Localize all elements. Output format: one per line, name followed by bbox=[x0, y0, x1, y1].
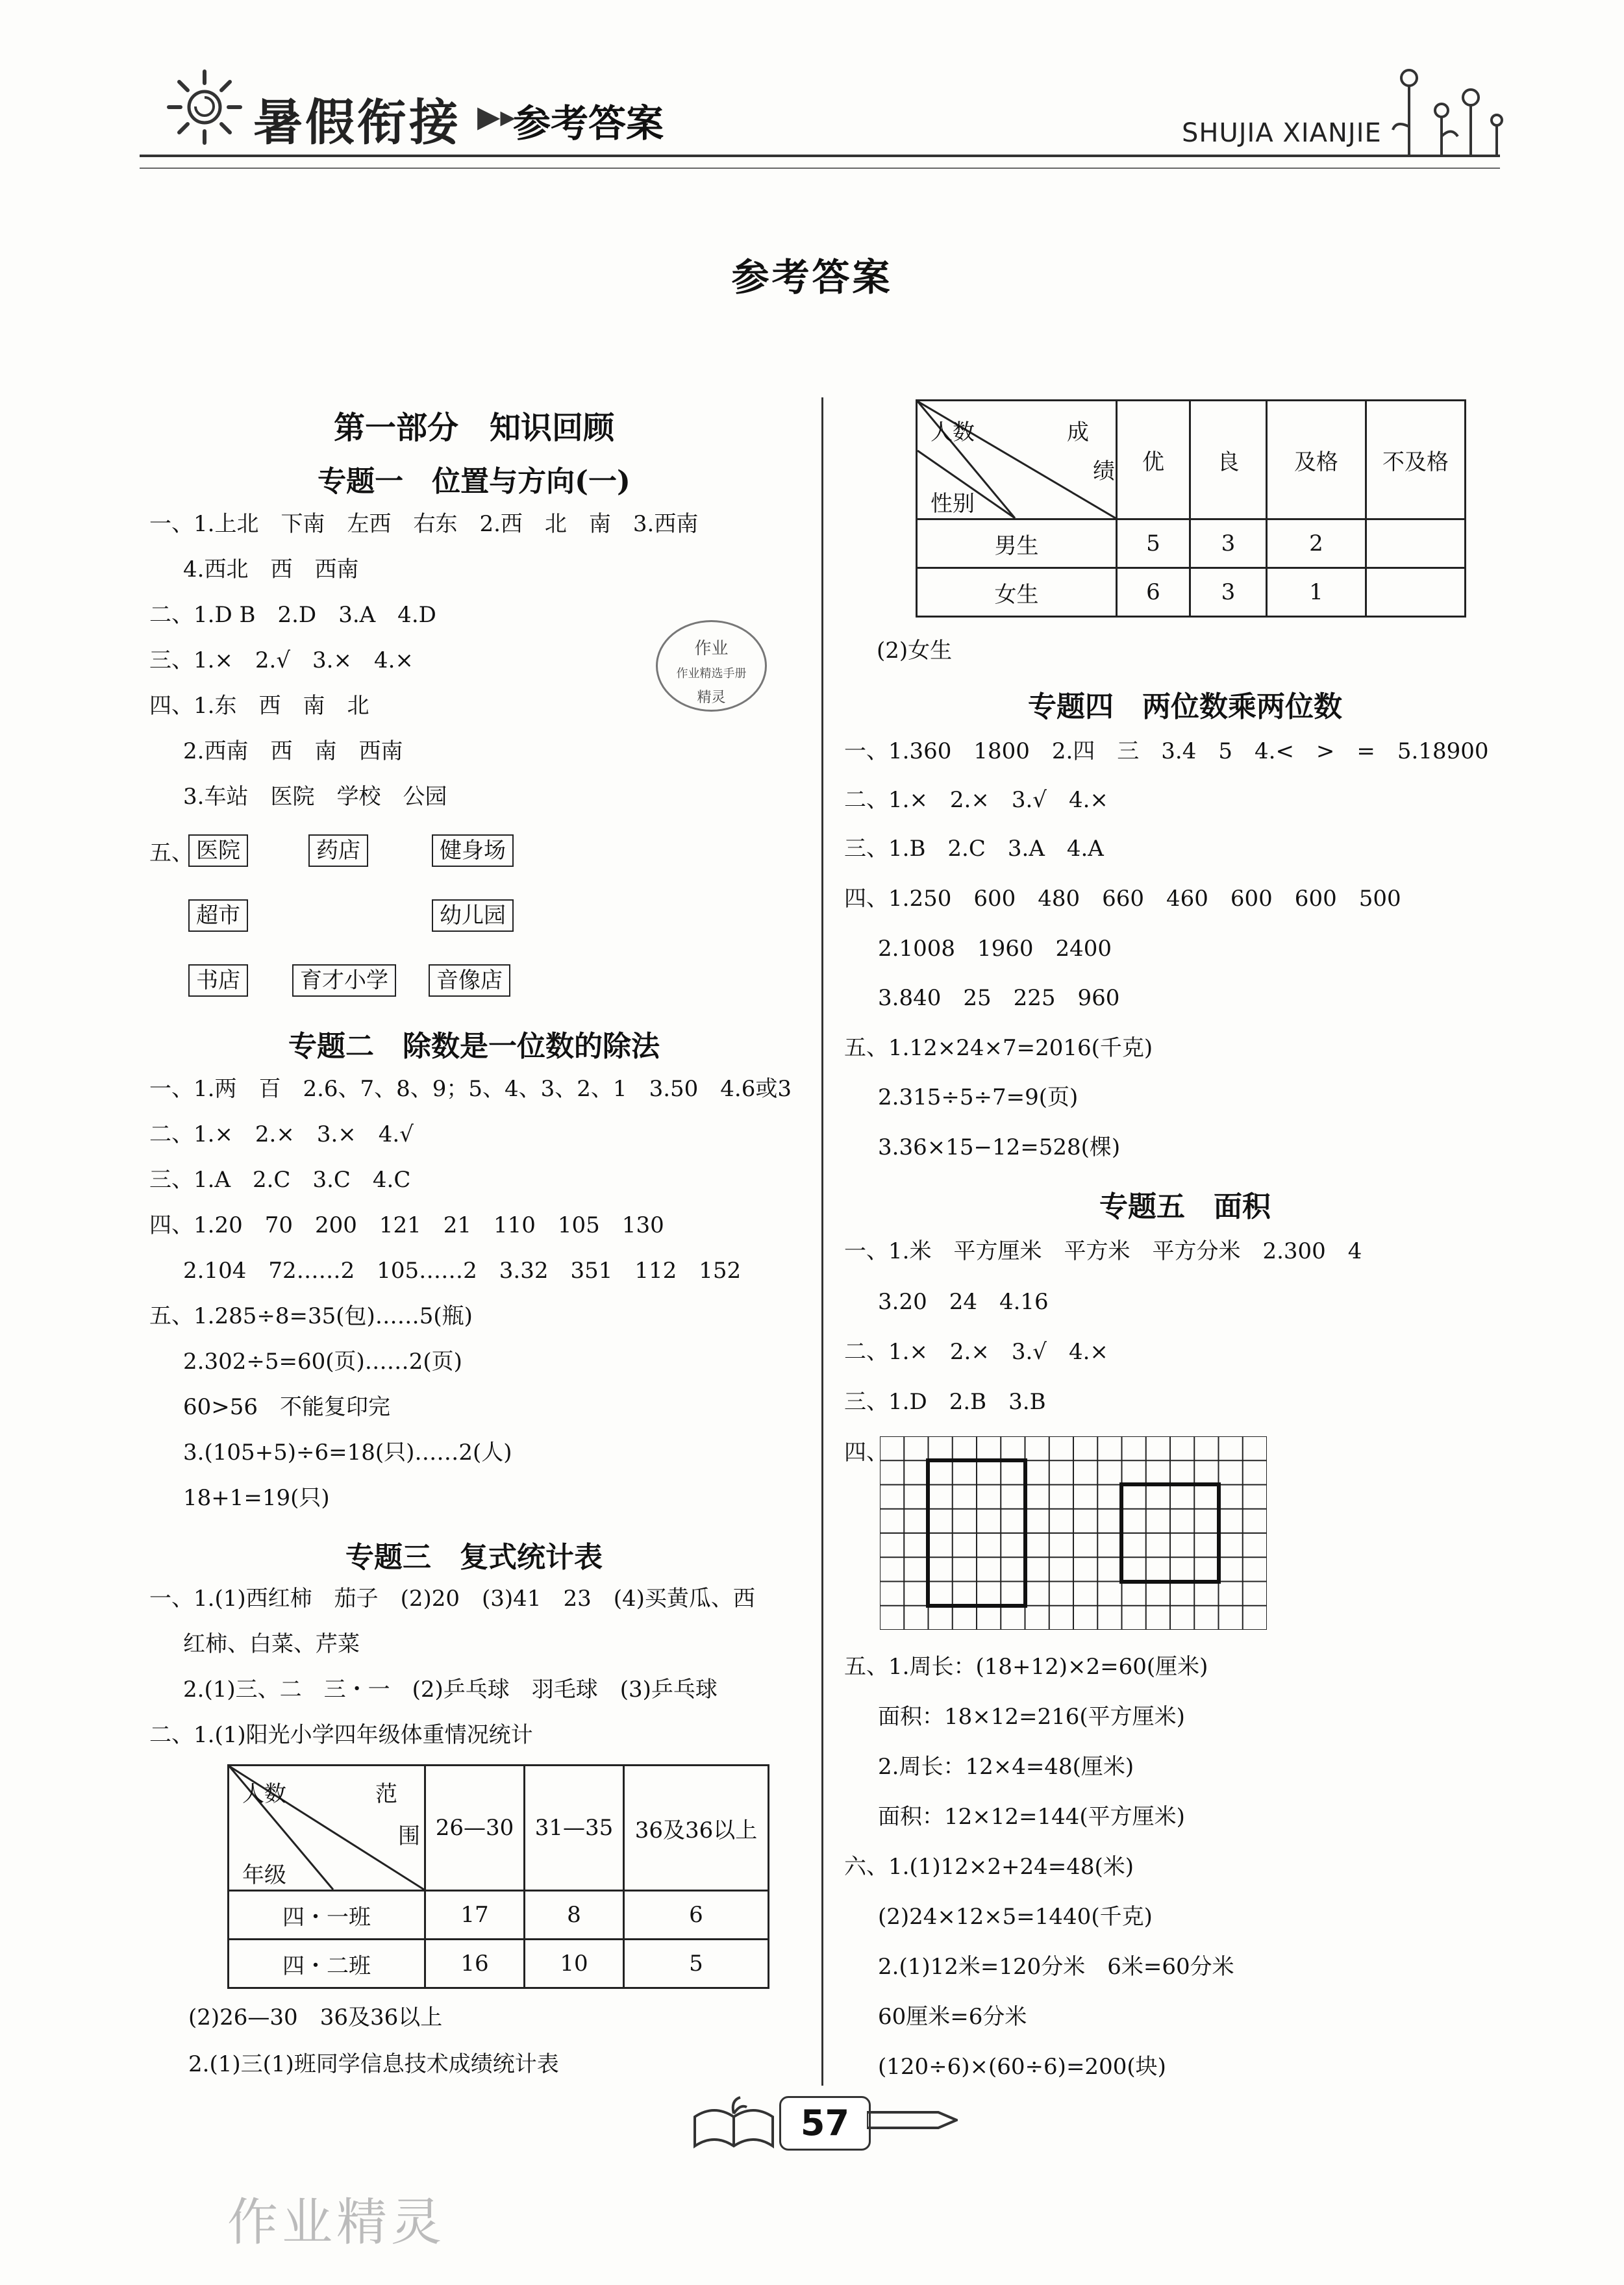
topic5-line: 三、1.D 2.B 3.B bbox=[844, 1389, 1046, 1415]
topic4-line: 3.36×15−12=528(棵) bbox=[878, 1134, 1121, 1160]
column-divider bbox=[821, 397, 823, 2086]
flower-icon bbox=[1383, 62, 1506, 159]
map-cell: 幼儿园 bbox=[432, 899, 514, 932]
page-title: 参考答案 bbox=[731, 255, 893, 299]
topic3-line: 一、1.(1)西红柿 茄子 (2)20 (3)41 23 (4)买黄瓜、西 bbox=[149, 1586, 755, 1612]
topic3-line: (2)26—30 36及36以上 bbox=[188, 2004, 443, 2030]
sun-icon bbox=[162, 65, 247, 149]
topic2-title: 专题二 除数是一位数的除法 bbox=[288, 1030, 660, 1063]
table-row: 男生 5 3 2 bbox=[917, 519, 1466, 568]
topic2-line: 五、1.285÷8=35(包)……5(瓶) bbox=[149, 1303, 473, 1329]
topic1-line: 三、1.× 2.√ 3.× 4.× bbox=[149, 647, 414, 673]
topic2-line: 2.302÷5=60(页)……2(页) bbox=[183, 1349, 462, 1375]
topic1-line: 二、1.D B 2.D 3.A 4.D bbox=[149, 602, 436, 628]
topic4-line: 二、1.× 2.× 3.√ 4.× bbox=[844, 787, 1108, 813]
pencil-icon bbox=[867, 2107, 958, 2133]
topic2-line: 三、1.A 2.C 3.C 4.C bbox=[149, 1167, 411, 1193]
topic5-line: 面积：12×12=144(平方厘米) bbox=[878, 1804, 1185, 1830]
table-row: 四・二班 16 10 5 bbox=[229, 1940, 769, 1988]
map-cell: 育才小学 bbox=[292, 964, 396, 997]
header-rule bbox=[140, 155, 1500, 169]
header-subtitle: 参考答案 bbox=[513, 101, 664, 145]
topic5-line: 二、1.× 2.× 3.√ 4.× bbox=[844, 1339, 1108, 1365]
topic1-line: 一、1.上北 下南 左西 右东 2.西 北 南 3.西南 bbox=[149, 511, 699, 537]
topic5-line: 一、1.米 平方厘米 平方米 平方分米 2.300 4 bbox=[844, 1238, 1362, 1264]
topic5-line: 六、1.(1)12×2+24=48(米) bbox=[844, 1854, 1134, 1880]
topic1-line: 3.车站 医院 学校 公园 bbox=[183, 784, 447, 810]
topic5-line: (120÷6)×(60÷6)=200(块) bbox=[878, 2054, 1166, 2080]
table-row: 四・一班 17 8 6 bbox=[229, 1891, 769, 1940]
map-cell: 音像店 bbox=[429, 964, 510, 997]
header-logo: 暑假衔接 bbox=[253, 94, 461, 151]
topic1-title: 专题一 位置与方向(一) bbox=[318, 465, 631, 498]
topic1-line: 2.西南 西 南 西南 bbox=[183, 738, 403, 764]
header-english: SHUJIA XIANJIE bbox=[1182, 118, 1382, 148]
map-cell: 健身场 bbox=[432, 834, 514, 867]
answer-line: (2)女生 bbox=[877, 638, 953, 664]
topic4-line: 2.1008 1960 2400 bbox=[878, 936, 1112, 962]
topic1-line: 4.西北 西 西南 bbox=[183, 556, 359, 582]
topic4-line: 五、1.12×24×7=2016(千克) bbox=[844, 1035, 1153, 1061]
topic2-line: 二、1.× 2.× 3.× 4.√ bbox=[149, 1121, 414, 1147]
topic3-line: 2.(1)三、二 三・一 (2)乒乓球 羽毛球 (3)乒乓球 bbox=[183, 1677, 718, 1703]
topic3-line: 二、1.(1)阳光小学四年级体重情况统计 bbox=[149, 1722, 533, 1748]
topic2-line: 18+1=19(只) bbox=[183, 1485, 330, 1511]
topic2-line: 一、1.两 百 2.6、7、8、9；5、4、3、2、1 3.50 4.6或3 bbox=[149, 1076, 792, 1102]
arrow-icon: ▶▸ bbox=[477, 99, 516, 134]
topic3-title: 专题三 复式统计表 bbox=[345, 1541, 603, 1574]
topic2-line: 60>56 不能复印完 bbox=[183, 1394, 391, 1420]
topic4-line: 一、1.360 1800 2.四 三 3.4 5 4.< > = 5.18900 bbox=[844, 738, 1489, 764]
topic4-line: 四、1.250 600 480 660 460 600 600 500 bbox=[844, 886, 1401, 912]
topic3-line: 红柿、白菜、芹菜 bbox=[183, 1631, 360, 1657]
topic2-line: 2.104 72……2 105……2 3.32 351 112 152 bbox=[183, 1258, 742, 1284]
page-number: 57 bbox=[779, 2096, 871, 2151]
map-cell: 药店 bbox=[308, 834, 368, 867]
map-cell: 医院 bbox=[188, 834, 248, 867]
topic5-line: 2.(1)12米=120分米 6米=60分米 bbox=[878, 1954, 1234, 1980]
grid-figure bbox=[880, 1436, 1267, 1630]
topic5-line: 面积：18×12=216(平方厘米) bbox=[878, 1704, 1185, 1730]
weight-table: 人数 范 围 年级 26—30 31—35 36及36以上 四・一班 17 8 6 四・二班 16 10 5 bbox=[227, 1764, 769, 1989]
topic4-line: 三、1.B 2.C 3.A 4.A bbox=[844, 836, 1104, 862]
topic3-line: 2.(1)三(1)班同学信息技术成绩统计表 bbox=[188, 2051, 559, 2077]
topic5-line: (2)24×12×5=1440(千克) bbox=[878, 1904, 1153, 1930]
topic4-title: 专题四 两位数乘两位数 bbox=[1028, 690, 1342, 723]
topic5-line: 五、1.周长：(18+12)×2=60(厘米) bbox=[844, 1654, 1208, 1680]
topic5-line: 2.周长：12×4=48(厘米) bbox=[878, 1754, 1134, 1780]
score-table: 人数 成 绩 性别 优 良 及格 不及格 男生 5 3 2 女生 6 3 1 bbox=[916, 399, 1466, 618]
part-title: 第一部分 知识回顾 bbox=[333, 410, 614, 446]
topic5-line: 60厘米=6分米 bbox=[878, 2004, 1027, 2030]
q4-label: 四、 bbox=[844, 1440, 888, 1466]
topic4-line: 3.840 25 225 960 bbox=[878, 985, 1120, 1011]
topic4-line: 2.315÷5÷7=9(页) bbox=[878, 1084, 1079, 1110]
stamp: 作业 作业精选手册 精灵 bbox=[656, 620, 767, 712]
topic2-line: 3.(105+5)÷6=18(只)……2(人) bbox=[183, 1440, 512, 1466]
diagonal-header-cell: 人数 成 绩 性别 bbox=[917, 401, 1117, 519]
topic1-line: 四、1.东 西 南 北 bbox=[149, 693, 369, 719]
topic2-line: 四、1.20 70 200 121 21 110 105 130 bbox=[149, 1212, 664, 1238]
map-cell: 书店 bbox=[188, 964, 248, 997]
diagonal-header-cell: 人数 范 围 年级 bbox=[229, 1766, 425, 1891]
map-cell: 超市 bbox=[188, 899, 248, 932]
q5-label: 五、 bbox=[149, 840, 194, 866]
topic5-line: 3.20 24 4.16 bbox=[878, 1289, 1049, 1315]
book-icon bbox=[688, 2094, 779, 2156]
table-row: 女生 6 3 1 bbox=[917, 568, 1466, 617]
topic5-title: 专题五 面积 bbox=[1099, 1190, 1271, 1223]
watermark: 作业精灵 bbox=[227, 2193, 446, 2252]
